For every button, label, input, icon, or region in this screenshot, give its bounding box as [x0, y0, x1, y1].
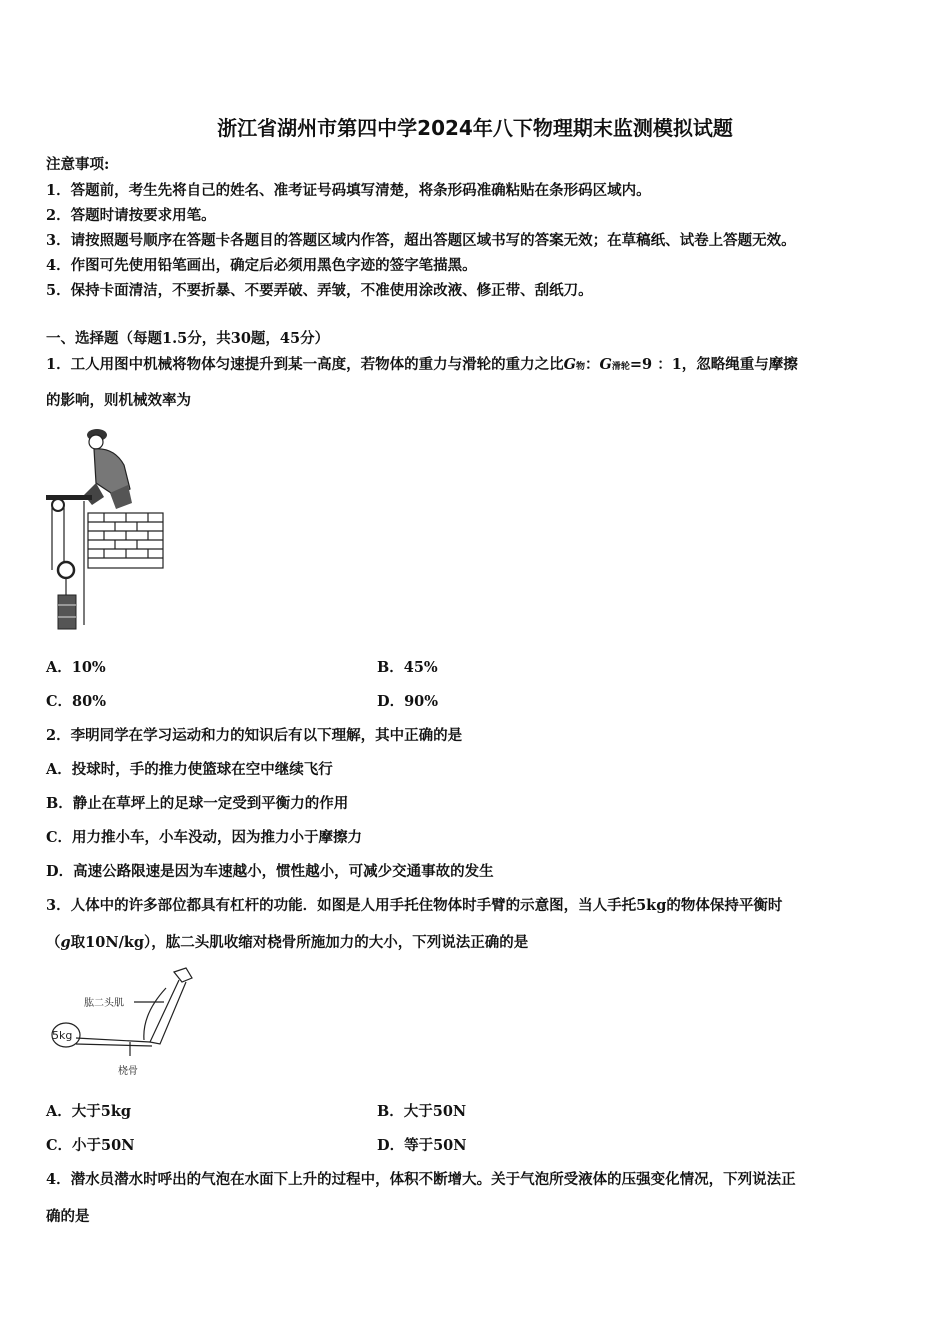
q1-text-b: =9 ：1，忽略绳重与摩擦: [629, 356, 798, 373]
notice-item-5: 5．保持卡面清洁，不要折暴、不要弄破、弄皱，不准使用涂改液、修正带、刮纸刀。: [46, 282, 593, 299]
forearm-lower: [76, 1044, 152, 1046]
q2-stem: 2．李明同学在学习运动和力的知识后有以下理解，其中正确的是: [46, 727, 463, 744]
q3-text-b: 取10N/kg），肱二头肌收缩对桡骨所施加力的大小，下列说法正确的是: [70, 934, 529, 951]
q3-stem-line2: [46, 931, 528, 952]
section-heading: 一、选择题（每题1.5分，共30题，45分）: [46, 330, 330, 347]
q1-option-d: D．90%: [377, 693, 439, 710]
q3-g-symbol: g: [60, 934, 71, 951]
q3-arm-figure: [46, 964, 206, 1080]
q1-text-a: 1．工人用图中机械将物体匀速提升到某一高度，若物体的重力与滑轮的重力之比: [46, 356, 564, 373]
mass-label: 5kg: [52, 1029, 73, 1042]
page-title: 浙江省湖州市第四中学2024年八下物理期末监测模拟试题: [217, 116, 733, 140]
q2-option-d: D．高速公路限速是因为车速越小，惯性越小，可减少交通事故的发生: [46, 863, 494, 880]
humerus-bone: [150, 980, 186, 1044]
forearm-upper: [76, 1038, 150, 1042]
q3-paren: （: [46, 934, 61, 951]
load-block: [58, 595, 76, 629]
q3-option-b: B．大于50N: [377, 1103, 467, 1120]
q4-stem-line1: 4．潜水员潜水时呼出的气泡在水面下上升的过程中，体积不断增大。关于气泡所受液体的压强变化情况，下列说法正: [46, 1171, 796, 1188]
q2-option-c: C．用力推小车，小车没动，因为推力小于摩擦力: [46, 829, 363, 846]
notice-item-4: 4．作图可先使用铅笔画出，确定后必须用黑色字迹的签字笔描黑。: [46, 257, 477, 274]
support-beam: [46, 495, 92, 500]
notice-heading: 注意事项:: [46, 156, 110, 173]
q1-sub-object: 物: [575, 362, 585, 372]
bone-label: 桡骨: [118, 1066, 138, 1077]
q1-sub-pulley: 滑轮: [611, 362, 630, 372]
movable-pulley: [58, 562, 74, 578]
fixed-pulley: [52, 499, 64, 511]
q3-option-c: C．小于50N: [46, 1137, 135, 1154]
q2-option-a: A．投球时，手的推力使篮球在空中继续飞行: [46, 761, 333, 778]
q4-stem-line2: 确的是: [46, 1208, 90, 1225]
q2-option-b: B．静止在草坪上的足球一定受到平衡力的作用: [46, 795, 349, 812]
q1-g-symbol-2: G: [599, 356, 612, 373]
q1-option-b: B．45%: [377, 659, 438, 676]
q1-stem-line2: 的影响，则机械效率为: [46, 392, 191, 409]
q3-option-d: D．等于50N: [377, 1137, 467, 1154]
q1-stem-line1: [46, 353, 798, 374]
q1-colon: ：: [585, 356, 600, 373]
notice-item-2: 2．答题时请按要求用笔。: [46, 207, 216, 224]
q1-pulley-figure: [44, 425, 169, 635]
notice-item-3: 3．请按照题号顺序在答题卡各题目的答题区域内作答，超出答题区域书写的答案无效；在草稿纸、试卷上答题无效。: [46, 232, 796, 249]
muscle-label: 肱二头肌: [84, 998, 124, 1009]
notice-item-1: 1．答题前，考生先将自己的姓名、准考证号码填写清楚，将条形码准确粘贴在条形码区域内。: [46, 182, 651, 199]
q1-g-symbol-1: G: [563, 356, 576, 373]
q1-option-a: A．10%: [46, 659, 106, 676]
q1-option-c: C．80%: [46, 693, 106, 710]
humerus-top: [174, 968, 192, 982]
q3-option-a: A．大于5kg: [46, 1103, 132, 1120]
q3-stem-line1: 3．人体中的许多部位都具有杠杆的功能．如图是人用手托住物体时手臂的示意图，当人手托5kg的物体保持平衡时: [46, 897, 783, 914]
